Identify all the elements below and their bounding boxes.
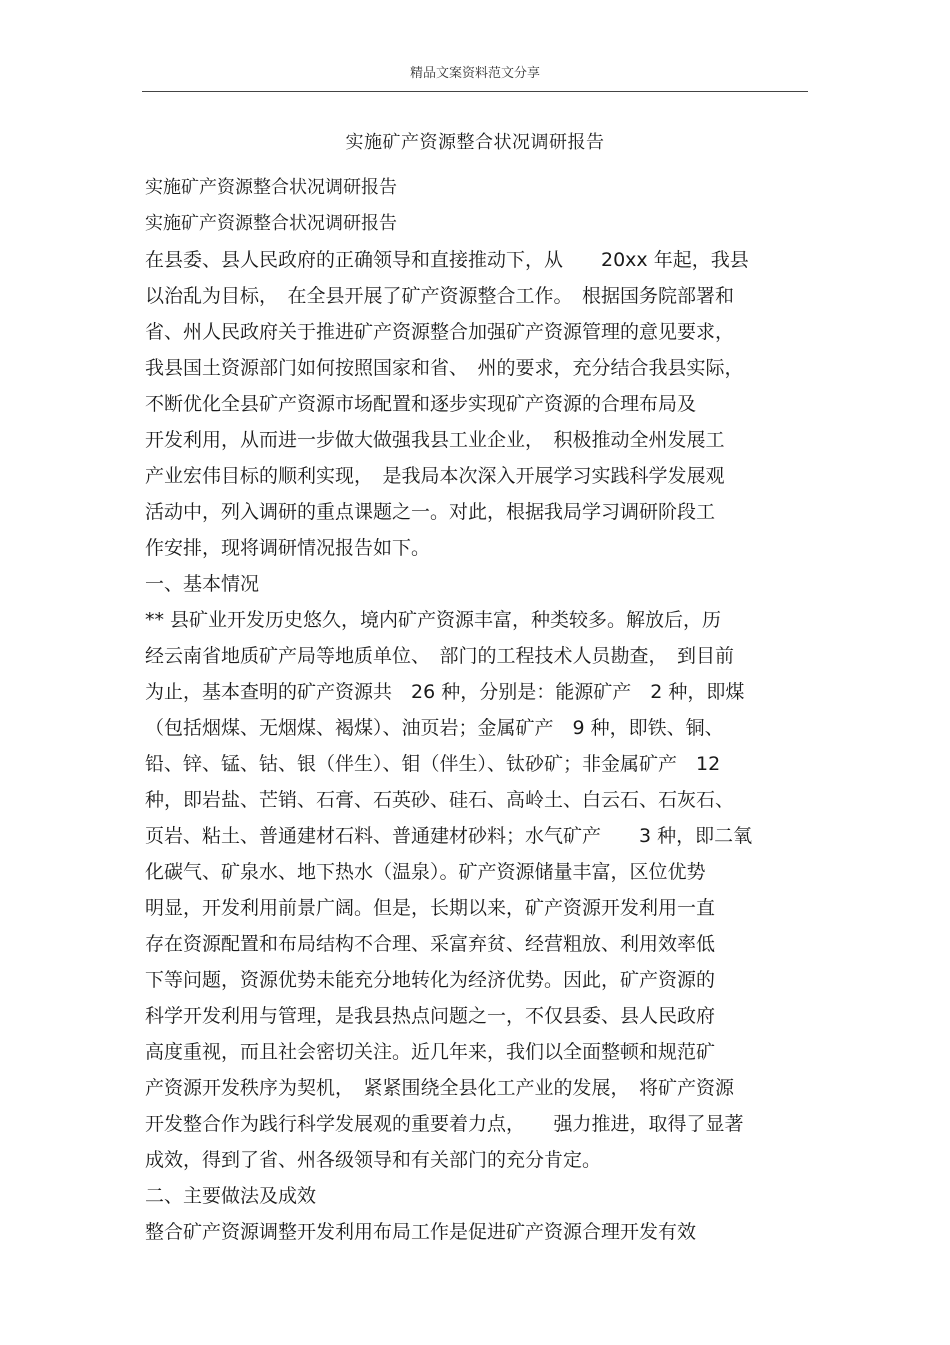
body-line: 开发整合作为践行科学发展观的重要着力点， 强力推进，取得了显著: [145, 1113, 744, 1135]
body-line: 铅、锌、锰、钴、银（伴生）、钼（伴生）、钛砂矿；非金属矿产 12: [145, 753, 721, 775]
document-body: [145, 170, 810, 1250]
body-line: 种，即岩盐、芒销、石膏、石英砂、硅石、高岭土、白云石、石灰石、: [145, 789, 735, 811]
body-line: 下等问题，资源优势未能充分地转化为经济优势。因此，矿产资源的: [145, 969, 716, 991]
body-line: 为止，基本查明的矿产资源共 26 种，分别是：能源矿产 2 种，即煤: [145, 681, 745, 703]
body-line: 在县委、县人民政府的正确领导和直接推动下，从 20xx 年起，我县: [145, 249, 749, 271]
body-line: 成效，得到了省、州各级领导和有关部门的充分肯定。: [145, 1149, 602, 1171]
body-line: 高度重视，而且社会密切关注。近几年来，我们以全面整顿和规范矿: [145, 1041, 716, 1063]
body-line: 化碳气、矿泉水、地下热水（温泉）。矿产资源储量丰富，区位优势: [145, 861, 706, 883]
body-line: 实施矿产资源整合状况调研报告: [145, 177, 397, 198]
body-line: 科学开发利用与管理，是我县热点问题之一，不仅县委、县人民政府: [145, 1005, 716, 1027]
body-line: 产业宏伟目标的顺利实现， 是我局本次深入开展学习实践科学发展观: [145, 465, 725, 487]
body-line: 以治乱为目标， 在全县开展了矿产资源整合工作。 根据国务院部署和: [145, 285, 735, 307]
body-line: 存在资源配置和布局结构不合理、采富弃贫、经营粗放、利用效率低: [145, 933, 716, 955]
body-line: 经云南省地质矿产局等地质单位、 部门的工程技术人员勘查， 到目前: [145, 645, 735, 667]
body-line: 活动中，列入调研的重点课题之一。对此，根据我局学习调研阶段工: [145, 501, 716, 523]
section-heading: 一、基本情况: [145, 573, 260, 595]
header-divider: [142, 91, 808, 92]
body-line: （包括烟煤、无烟煤、褐煤）、油页岩；金属矿产 9 种，即铁、铜、: [145, 717, 724, 739]
body-line: 开发利用，从而进一步做大做强我县工业企业， 积极推动全州发展工: [145, 429, 725, 451]
body-line: 实施矿产资源整合状况调研报告: [145, 213, 397, 234]
document-title: 实施矿产资源整合状况调研报告: [345, 132, 605, 153]
body-line: 不断优化全县矿产资源市场配置和逐步实现矿产资源的合理布局及: [145, 393, 697, 415]
body-line: 页岩、粘土、普通建材石料、普通建材砂料；水气矿产 3 种，即二氧: [145, 825, 753, 847]
body-line: 省、州人民政府关于推进矿产资源整合加强矿产资源管理的意见要求，: [145, 321, 735, 343]
body-line: 明显，开发利用前景广阔。但是，长期以来，矿产资源开发利用一直: [145, 897, 716, 919]
body-line: ** 县矿业开发历史悠久，境内矿产资源丰富，种类较多。解放后，历: [145, 609, 722, 631]
body-line: 产资源开发秩序为契机， 紧紧围绕全县化工产业的发展， 将矿产资源: [145, 1077, 735, 1099]
page-header: 精品文案资料范文分享: [409, 66, 540, 81]
body-line: 整合矿产资源调整开发利用布局工作是促进矿产资源合理开发有效: [145, 1221, 697, 1243]
body-line: 我县国土资源部门如何按照国家和省、 州的要求，充分结合我县实际，: [145, 357, 744, 379]
section-heading: 二、主要做法及成效: [145, 1185, 317, 1207]
body-line: 作安排，现将调研情况报告如下。: [145, 537, 431, 559]
